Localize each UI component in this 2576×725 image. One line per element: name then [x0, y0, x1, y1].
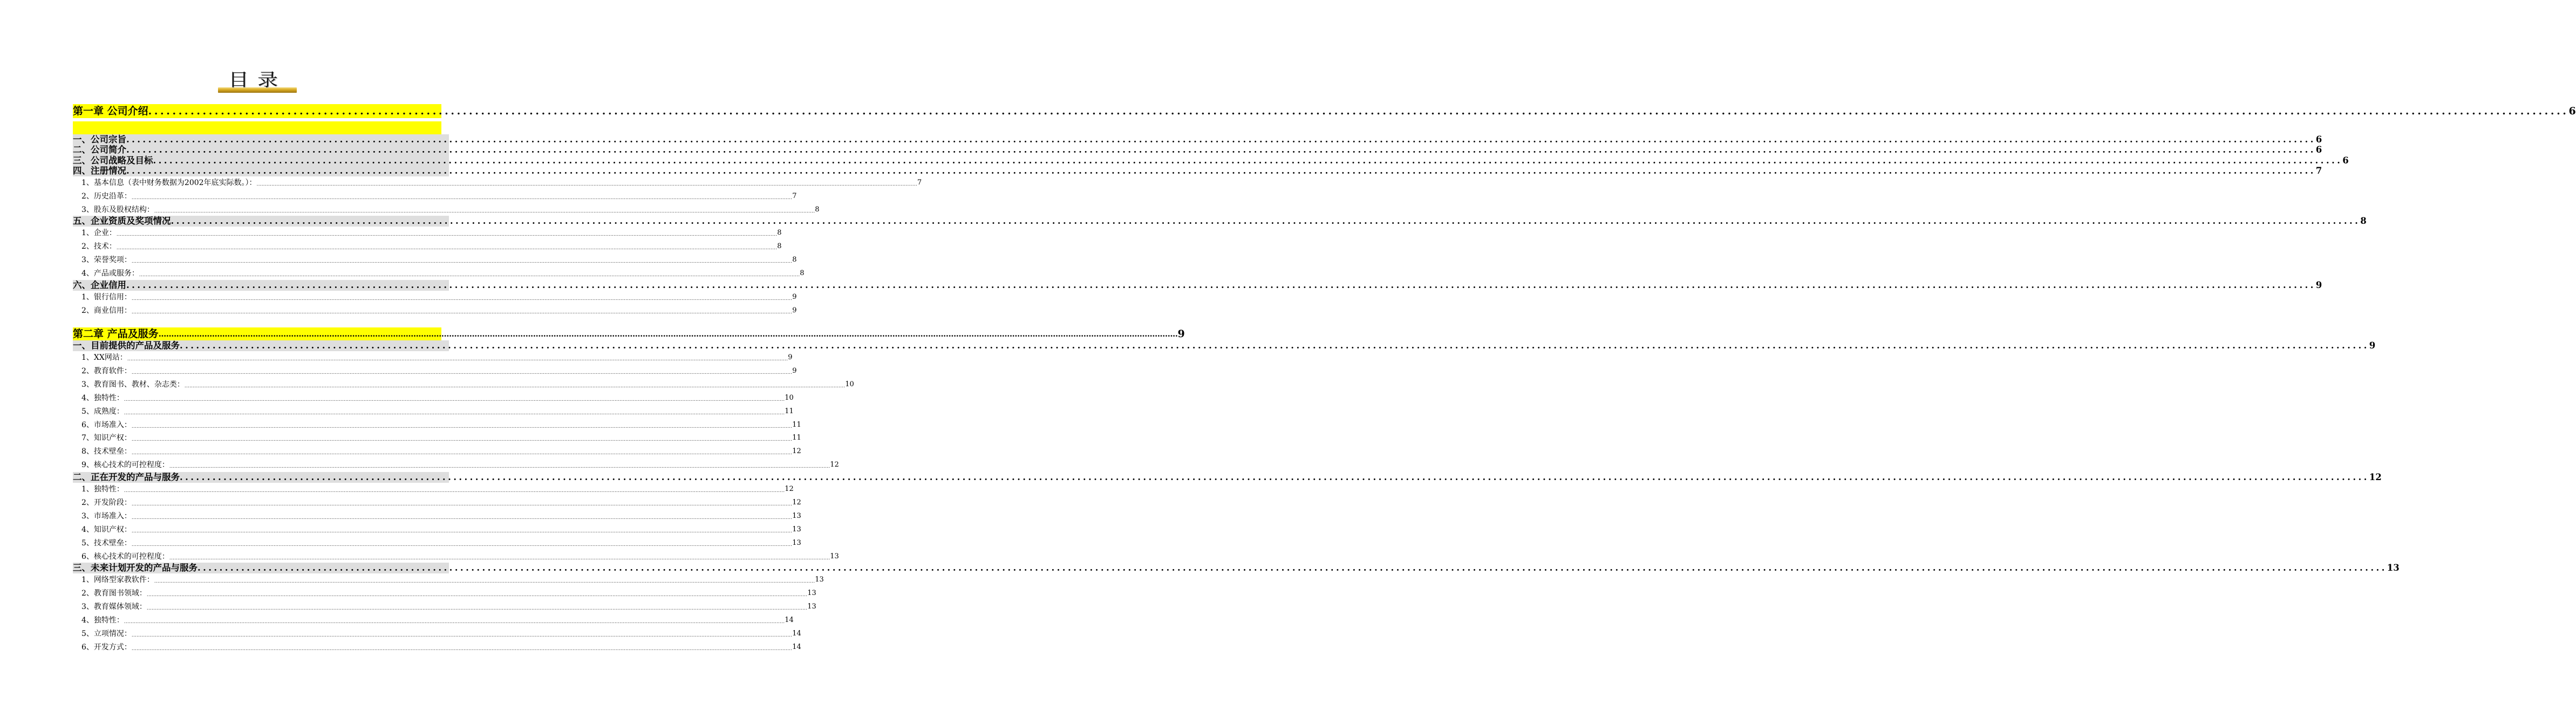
section-entry[interactable] [73, 145, 2322, 155]
toc-item-entry-page-number: 14 [792, 630, 801, 638]
toc-item-entry-label: 2、教育图书领域： [81, 589, 147, 598]
toc-item-entry-label: 1、独特性： [81, 485, 124, 494]
toc-item-entry[interactable] [81, 484, 794, 495]
toc-item-entry-page-number: 13 [792, 525, 801, 534]
toc-item-entry[interactable] [81, 601, 816, 612]
toc-item-entry-page-number: 8 [800, 269, 805, 277]
toc-item-entry-page-number: 9 [792, 367, 797, 375]
toc-item-entry[interactable] [81, 393, 794, 403]
dot-leader: ................................................................................................................................................................................................................................................................................................................................................................................................................ [131, 259, 793, 264]
toc-item-entry-label: 3、股东及股权结构： [81, 206, 154, 214]
dot-leader: ................................................................................................................................................................................................................................................................................................................................................................................................................ [131, 296, 793, 302]
dot-leader: ................................................................................................................................................................................................................................................................................................................................................................................................................ [197, 563, 2387, 573]
section-entry-label: 二、正在开发的产品与服务 [73, 472, 180, 482]
toc-item-entry-label: 7、知识产权： [81, 434, 132, 442]
toc-item-entry-page-number: 13 [792, 512, 801, 520]
dot-leader: ................................................................................................................................................................................................................................................................................................................................................................................................................ [116, 232, 778, 237]
toc-item-entry[interactable] [81, 446, 801, 457]
toc-item-entry-page-number: 11 [792, 434, 801, 442]
dot-leader: ................................................................................................................................................................................................................................................................................................................................................................................................................ [169, 464, 830, 469]
chapter-highlight-band [73, 121, 441, 134]
toc-item-entry-label: 4、产品或服务： [81, 269, 139, 278]
dot-leader: ................................................................................................................................................................................................................................................................................................................................................................................................................ [146, 606, 808, 611]
toc-item-entry-label: 3、教育图书、教材、杂志类： [81, 380, 185, 389]
dot-leader: ................................................................................................................................................................................................................................................................................................................................................................................................................ [154, 209, 815, 214]
dot-leader: ................................................................................................................................................................................................................................................................................................................................................................................................................ [256, 182, 917, 187]
toc-item-entry-label: 2、商业信用： [81, 306, 132, 315]
toc-item-entry-label: 8、技术壁垒： [81, 447, 132, 456]
dot-leader: ................................................................................................................................................................................................................................................................................................................................................................................................................ [153, 155, 2343, 166]
toc-item-entry-label: 4、知识产权： [81, 525, 132, 534]
toc-item-entry-label: 1、银行信用： [81, 293, 132, 302]
section-entry-label: 二、公司简介 [73, 145, 126, 155]
dot-leader: ................................................................................................................................................................................................................................................................................................................................................................................................................ [180, 472, 2369, 482]
section-entry-label: 五、企业资质及奖项情况 [73, 216, 171, 226]
toc-item-entry-page-number: 8 [815, 206, 820, 214]
toc-item-entry-page-number: 13 [807, 603, 816, 611]
dot-leader: ................................................................................................................................................................................................................................................................................................................................................................................................................ [131, 195, 793, 201]
toc-item-entry[interactable] [81, 642, 801, 653]
section-entry[interactable] [73, 472, 2382, 483]
chapter-entry-label: 第二章 产品及服务 [73, 328, 159, 340]
toc-item-entry[interactable] [81, 497, 801, 508]
chapter-entry[interactable] [73, 104, 2576, 118]
section-entry[interactable] [73, 216, 2367, 227]
toc-item-entry-label: 2、技术： [81, 242, 117, 251]
toc-item-entry[interactable] [81, 255, 797, 265]
dot-leader: ................................................................................................................................................................................................................................................................................................................................................................................................................ [126, 166, 2316, 176]
toc-title-text: 目录 [228, 70, 287, 90]
toc-item-entry-page-number: 14 [785, 616, 794, 624]
section-entry[interactable] [73, 166, 2322, 176]
toc-item-entry-label: 1、企业： [81, 229, 117, 237]
section-entry-label: 四、注册情况 [73, 166, 126, 176]
section-entry[interactable] [73, 340, 2376, 351]
toc-item-entry-page-number: 9 [792, 306, 797, 314]
toc-item-entry-label: 6、开发方式： [81, 643, 132, 652]
dot-leader: ................................................................................................................................................................................................................................................................................................................................................................................................................ [126, 145, 2316, 155]
dot-leader: ................................................................................................................................................................................................................................................................................................................................................................................................................ [171, 216, 2361, 226]
toc-item-entry[interactable] [81, 191, 797, 202]
chapter-entry-label: 第一章 公司介绍 [73, 105, 148, 117]
toc-item-entry-page-number: 12 [792, 447, 801, 455]
dot-leader: ................................................................................................................................................................................................................................................................................................................................................................................................................ [148, 105, 2569, 117]
section-entry-page-number: 6 [2315, 134, 2322, 145]
toc-item-entry[interactable] [81, 241, 782, 252]
toc-item-entry-page-number: 9 [792, 293, 797, 301]
toc-item-entry-label: 1、XX网站： [81, 353, 127, 362]
toc-item-entry[interactable] [81, 292, 797, 303]
toc-item-entry[interactable] [81, 615, 794, 626]
toc-item-entry[interactable] [81, 406, 794, 417]
dot-leader: ................................................................................................................................................................................................................................................................................................................................................................................................................ [180, 340, 2369, 351]
toc-item-entry[interactable] [81, 433, 801, 443]
toc-item-entry[interactable] [81, 511, 801, 522]
section-entry[interactable] [73, 563, 2400, 573]
toc-item-entry-page-number: 13 [815, 576, 824, 584]
section-entry-label: 六、企业信用 [73, 280, 126, 290]
dot-leader: ................................................................................................................................................................................................................................................................................................................................................................................................................ [131, 646, 793, 652]
dot-leader: ................................................................................................................................................................................................................................................................................................................................................................................................................ [126, 134, 2316, 145]
dot-leader: ................................................................................................................................................................................................................................................................................................................................................................................................................ [139, 272, 800, 278]
toc-item-entry-page-number: 13 [830, 552, 839, 560]
toc-item-entry-label: 9、核心技术的可控程度： [81, 461, 169, 469]
section-entry[interactable] [73, 134, 2322, 145]
toc-item-entry-page-number: 12 [785, 485, 794, 493]
toc-item-entry-label: 2、教育软件： [81, 367, 132, 375]
toc-item-entry[interactable] [81, 268, 805, 279]
chapter-entry[interactable] [73, 327, 1185, 340]
section-entry[interactable] [73, 280, 2322, 291]
toc-item-entry-label: 5、技术壁垒： [81, 539, 132, 548]
dot-leader: ................................................................................................................................................................................................................................................................................................................................................................................................................ [131, 542, 793, 548]
section-entry-page-number: 12 [2369, 472, 2382, 482]
toc-item-entry[interactable] [81, 538, 801, 549]
toc-item-entry[interactable] [81, 366, 797, 377]
dot-leader: ................................................................................................................................................................................................................................................................................................................................................................................................................ [124, 488, 785, 494]
toc-item-entry-page-number: 8 [777, 242, 782, 250]
dot-leader: ................................................................................................................................................................................................................................................................................................................................................................................................................ [131, 529, 793, 534]
chapter-entry-page-number: 6 [2568, 105, 2576, 117]
toc-item-entry-label: 6、市场准入： [81, 421, 132, 429]
dot-leader: ................................................................................................................................................................................................................................................................................................................................................................................................................ [131, 502, 793, 507]
toc-item-entry-page-number: 13 [792, 539, 801, 547]
toc-item-entry-label: 5、成熟度： [81, 407, 124, 416]
section-entry-page-number: 9 [2369, 340, 2376, 351]
section-entry-page-number: 9 [2315, 280, 2322, 290]
toc-item-entry-label: 3、教育媒体领域： [81, 603, 147, 611]
toc-item-entry-page-number: 12 [792, 498, 801, 507]
toc-item-entry-label: 4、独特性： [81, 616, 124, 625]
dot-leader: ................................................................................................................................................................................................................................................................................................................................................................................................................ [124, 397, 785, 402]
toc-item-entry-page-number: 12 [830, 461, 839, 469]
section-entry-page-number: 6 [2315, 145, 2322, 155]
toc-item-entry-label: 2、历史沿革： [81, 192, 132, 201]
toc-item-entry[interactable] [81, 628, 801, 639]
dot-leader: ................................................................................................................................................................................................................................................................................................................................................................................................................ [131, 450, 793, 456]
dot-leader: ................................................................................................................................................................................................................................................................................................................................................................................................................ [131, 515, 793, 521]
toc-item-entry[interactable] [81, 379, 854, 390]
toc-item-entry-label: 1、网络型家教软件： [81, 576, 154, 584]
toc-item-entry-page-number: 11 [785, 407, 794, 415]
toc-item-entry-label: 2、开发阶段： [81, 498, 132, 507]
toc-item-entry-label: 5、立项情况： [81, 630, 132, 638]
toc-item-entry-page-number: 7 [917, 179, 922, 187]
section-entry-label: 三、公司战略及目标 [73, 155, 153, 166]
dot-leader: ................................................................................................................................................................................................................................................................................................................................................................................................................ [169, 556, 830, 561]
dot-leader: ................................................................................................................................................................................................................................................................................................................................................................................................................ [126, 280, 2316, 290]
toc-item-entry-label: 1、基本信息（表中财务数据为2002年底实际数。）： [81, 179, 257, 187]
dot-leader: ................................................................................................................................................................................................................................................................................................................................................................................................................ [131, 424, 793, 429]
toc-item-entry-label: 4、独特性： [81, 394, 124, 402]
dot-leader: ................................................................................................................................................................................................................................................................................................................................................................................................................ [146, 592, 808, 598]
dot-leader: ................................................................................................................................................................................................................................................................................................................................................................................................................ [124, 619, 785, 625]
toc-item-entry[interactable] [81, 524, 801, 535]
section-entry-page-number: 13 [2387, 563, 2400, 573]
toc-item-entry[interactable] [81, 574, 824, 585]
toc-title [218, 69, 297, 94]
dot-leader: ................................................................................................................................................................................................................................................................................................................................................................................................................ [116, 245, 778, 251]
dot-leader: ................................................................................................................................................................................................................................................................................................................................................................................................................ [131, 633, 793, 638]
toc-item-entry-page-number: 9 [788, 353, 793, 361]
toc-item-entry-page-number: 10 [785, 394, 794, 402]
toc-item-entry[interactable] [81, 204, 820, 215]
toc-item-entry-page-number: 11 [792, 421, 801, 429]
section-entry-page-number: 8 [2360, 216, 2367, 226]
section-entry-label: 一、公司宗旨 [73, 134, 126, 145]
toc-item-entry[interactable] [81, 420, 801, 430]
toc-item-entry[interactable] [81, 460, 839, 470]
dot-leader: ................................................................................................................................................................................................................................................................................................................................................................................................................ [184, 384, 846, 389]
dot-leader: ................................................................................................................................................................................................................................................................................................................................................................................................................ [131, 437, 793, 442]
section-entry-label: 三、未来计划开发的产品与服务 [73, 563, 197, 573]
section-entry-page-number: 7 [2315, 166, 2322, 176]
toc-item-entry-label: 3、市场准入： [81, 512, 132, 521]
toc-item-entry-label: 3、荣誉奖项： [81, 256, 132, 264]
dot-leader: ................................................................................................................................................................................................................................................................................................................................................................................................................ [131, 370, 793, 375]
toc-item-entry-page-number: 13 [807, 589, 816, 597]
section-entry-page-number: 6 [2342, 155, 2349, 166]
toc-item-entry-label: 6、核心技术的可控程度： [81, 552, 169, 561]
dot-leader: ................................................................................................................................................................................................................................................................................................................................................................................................................ [154, 579, 815, 584]
toc-item-entry[interactable] [81, 588, 816, 599]
dot-leader: ................................................................................................................................................................................................................................................................................................................................................................................................................ [131, 310, 793, 315]
toc-item-entry-page-number: 10 [845, 380, 854, 388]
chapter-entry-page-number: 9 [1177, 328, 1185, 340]
toc-item-entry-page-number: 14 [792, 643, 801, 651]
toc-item-entry-page-number: 8 [777, 229, 782, 237]
toc-item-entry[interactable] [81, 177, 922, 188]
toc-item-entry-page-number: 7 [792, 192, 797, 200]
toc-item-entry-page-number: 8 [792, 256, 797, 264]
section-entry[interactable] [73, 155, 2349, 166]
toc-item-entry[interactable] [81, 551, 839, 562]
dot-leader: ................................................................................................................................................................................................................................................................................................................................................................................................................ [158, 329, 1178, 339]
section-entry-label: 一、目前提供的产品及服务 [73, 340, 180, 351]
dot-leader: ................................................................................................................................................................................................................................................................................................................................................................................................................ [127, 357, 788, 362]
toc-item-entry[interactable] [81, 305, 797, 316]
dot-leader: ................................................................................................................................................................................................................................................................................................................................................................................................................ [124, 411, 785, 416]
toc-item-entry[interactable] [81, 228, 782, 238]
toc-item-entry[interactable] [81, 352, 793, 363]
